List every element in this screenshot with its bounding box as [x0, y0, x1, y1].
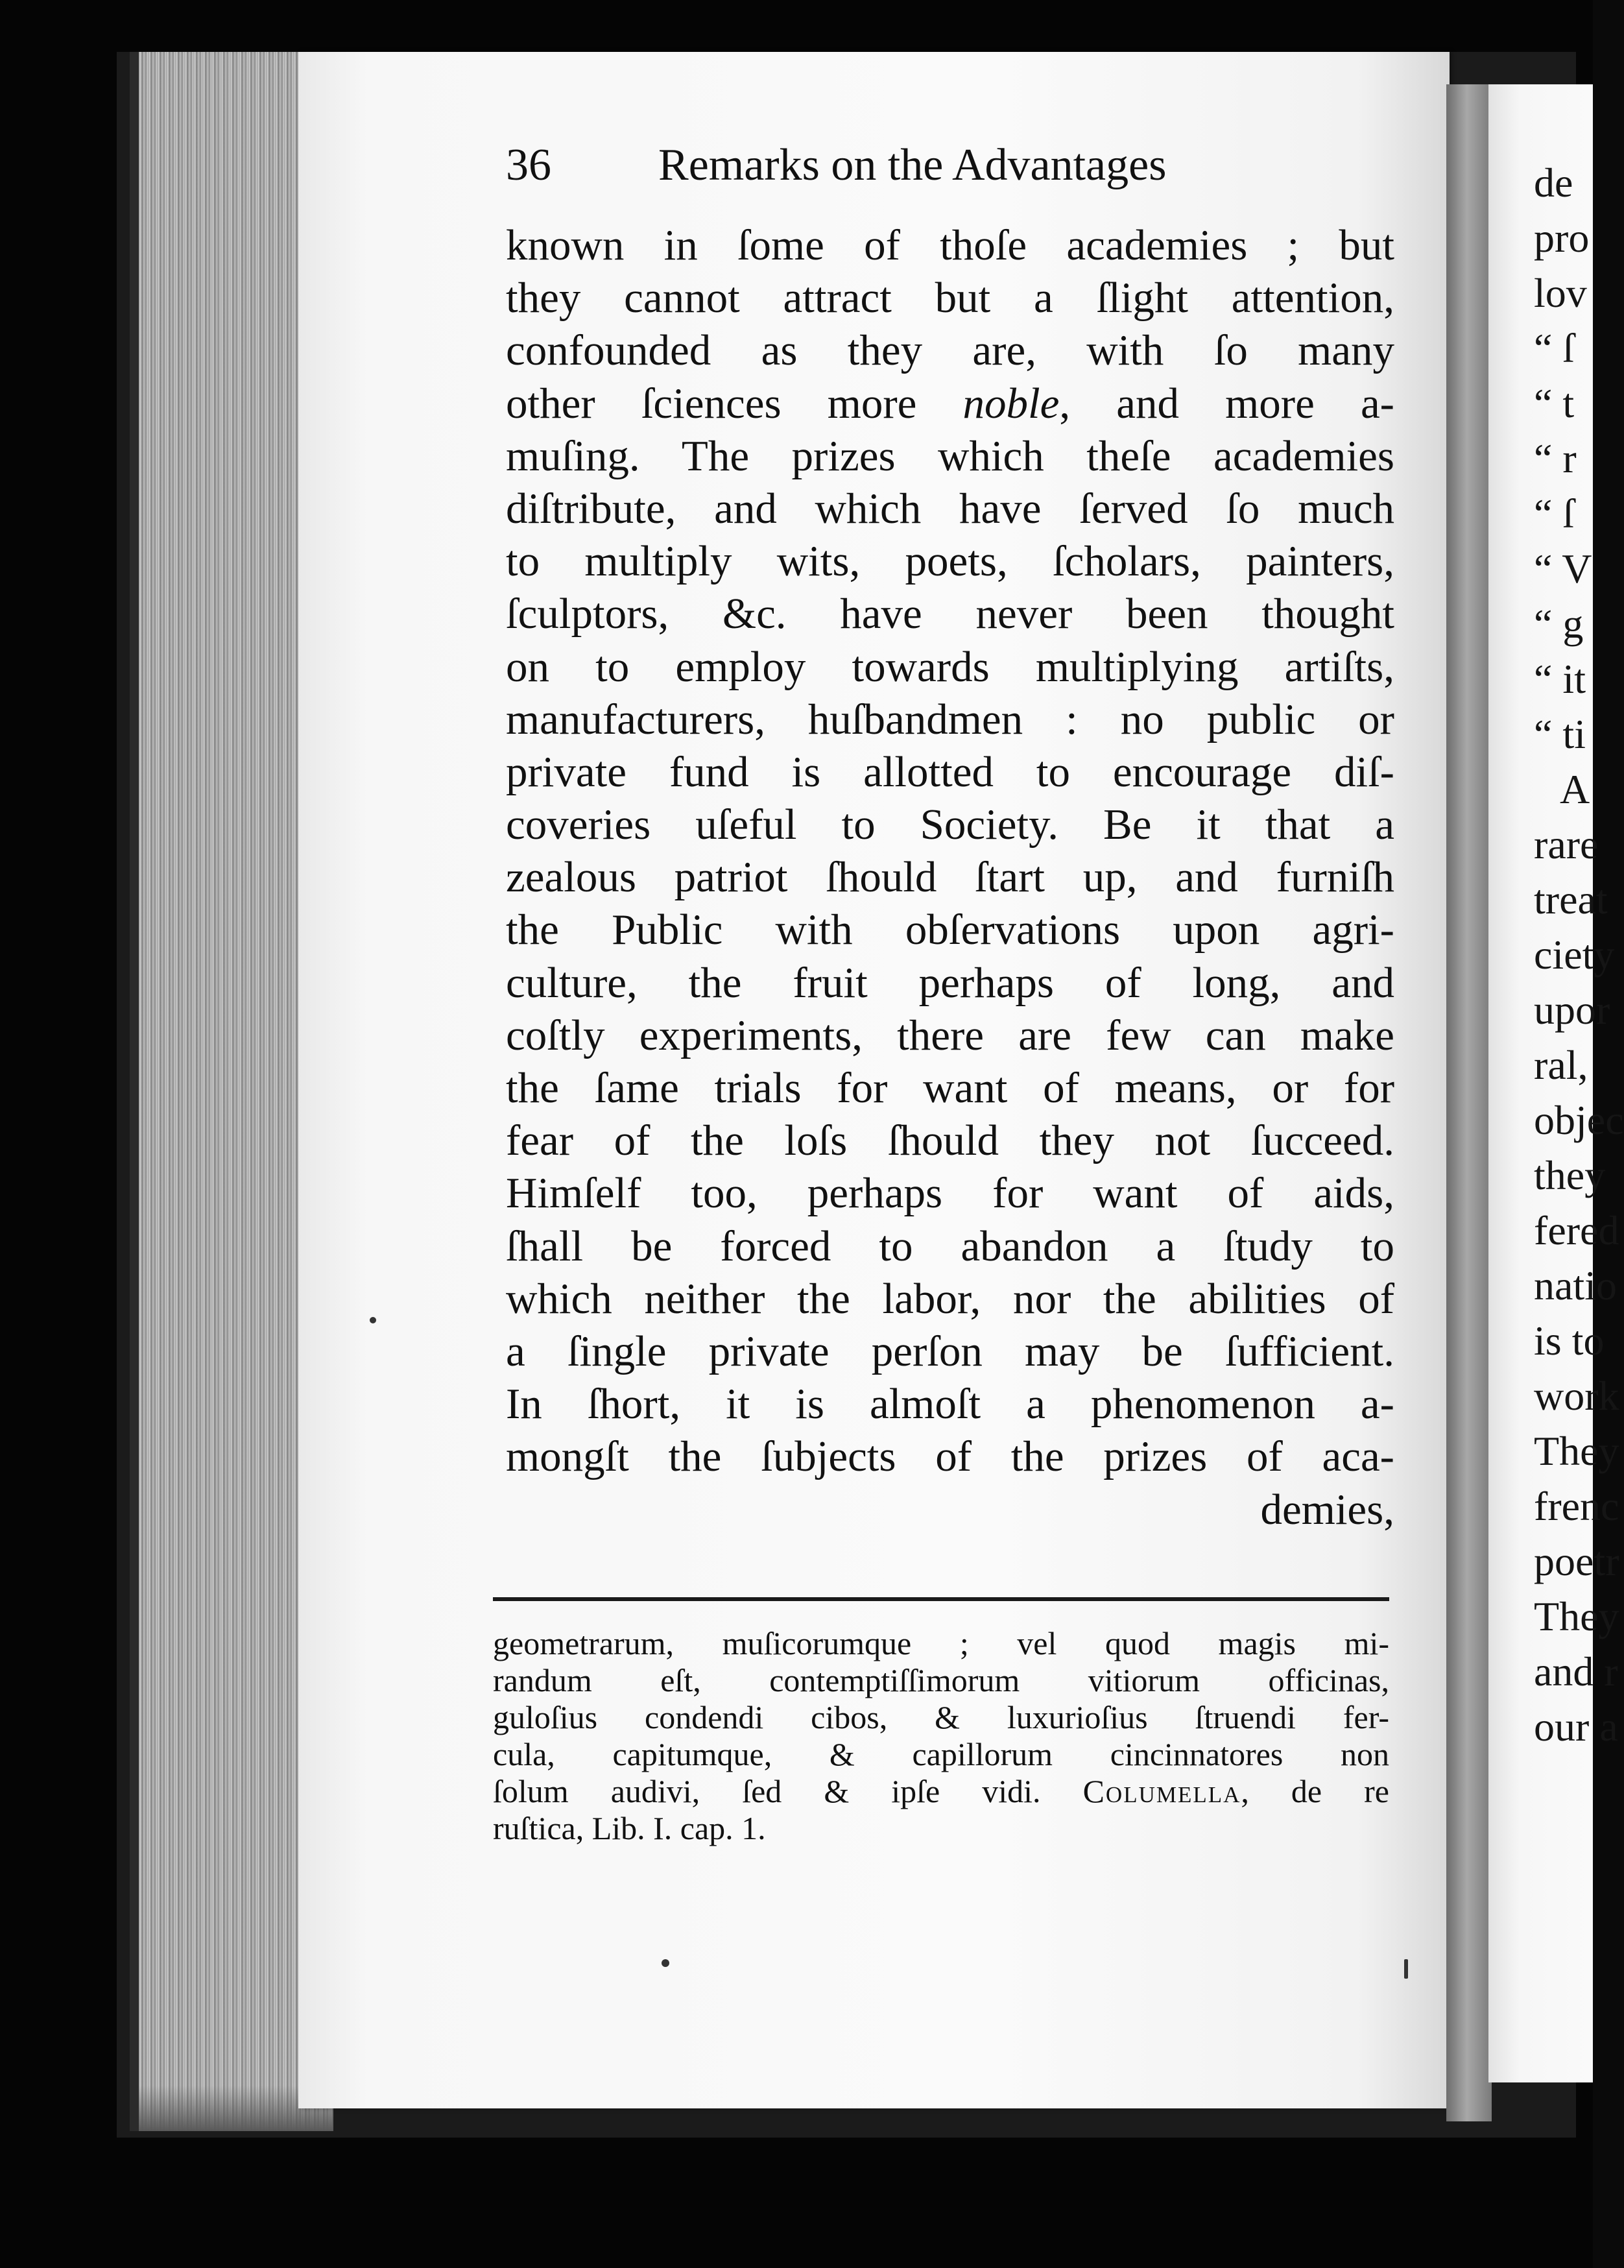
facing-page-fragment: ciety [1534, 932, 1615, 978]
facing-page-fragment: “ ti [1534, 711, 1586, 757]
body-line: they cannot attract but a ſlight attention, [506, 274, 1394, 322]
facing-page [1488, 84, 1624, 2082]
footnote-line: geometrarum, muſicorumque ; vel quod magis mi- [493, 1625, 1389, 1661]
facing-page-fragment: upor [1534, 987, 1610, 1033]
paper-speck [662, 1959, 669, 1967]
body-line: Himſelf too, perhaps for want of aids, [506, 1169, 1394, 1218]
facing-page-fragment: “ g [1534, 601, 1584, 647]
facing-page-fragment: natio [1534, 1262, 1617, 1309]
facing-page-fragment: “ it [1534, 656, 1586, 702]
body-line: other ſciences more noble, and more a- [506, 379, 1394, 428]
body-line: known in ſome of thoſe academies ; but [506, 221, 1394, 269]
running-title: Remarks on the Advantages [658, 140, 1167, 190]
footnote [493, 1625, 1389, 1847]
footnote-rule [493, 1597, 1389, 1601]
body-line: zealous patriot ſhould ſtart up, and furniſh [506, 853, 1394, 902]
body-line: culture, the fruit perhaps of long, and [506, 958, 1394, 1007]
body-line: fear of the loſs ſhould they not ſucceed. [506, 1116, 1394, 1165]
facing-page-fragment: fered [1534, 1207, 1619, 1253]
facing-page-fragment: They [1534, 1428, 1619, 1474]
facing-page-fragment: de [1534, 160, 1573, 206]
body-line: ſhall be forced to abandon a ſtudy to [506, 1222, 1394, 1270]
facing-page-fragment: and r [1534, 1648, 1618, 1695]
body-line: manufacturers, huſbandmen : no public or [506, 695, 1394, 743]
body-line: coſtly experiments, there are few can make [506, 1011, 1394, 1059]
facing-page-fragment: poetr [1534, 1538, 1619, 1584]
facing-page-fragment: “ r [1534, 435, 1577, 481]
body-line: coveries uſeful to Society. Be it that a [506, 801, 1394, 849]
facing-page-fragment: “ V [1534, 546, 1592, 592]
body-line: to multiply wits, poets, ſcholars, painters, [506, 537, 1394, 586]
footnote-line: ſolum audivi, ſed & ipſe vidi. Columella, de re [493, 1773, 1389, 1809]
body-line: the ſame trials for want of means, or for [506, 1064, 1394, 1112]
body-line: muſing. The prizes which theſe academies [506, 431, 1394, 480]
facing-page-fragment: our a [1534, 1704, 1618, 1750]
footnote-line: cula, capitumque, & capillorum cincinnatores non [493, 1736, 1389, 1772]
body-line: the Public with obſervations upon agri- [506, 906, 1394, 954]
facing-page-fragment: treat [1534, 876, 1608, 923]
facing-page-fragment: lov [1534, 270, 1587, 316]
facing-page-fragment: they [1534, 1152, 1606, 1198]
facing-page-fragment: rare [1534, 821, 1599, 867]
page-number: 36 [506, 140, 551, 190]
catchword: demies, [1260, 1485, 1394, 1534]
body-line: mongſt the ſubjects of the prizes of aca- [506, 1432, 1394, 1481]
footnote-line: ruſtica, Lib. I. cap. 1. [493, 1810, 766, 1846]
body-line: ſculptors, &c. have never been thought [506, 590, 1394, 638]
body-line: which neither the labor, nor the abilities of [506, 1274, 1394, 1323]
facing-page-fragment: “ t [1534, 380, 1575, 426]
body-line: private fund is allotted to encourage diſ- [506, 747, 1394, 796]
facing-page-fragment: They [1534, 1593, 1619, 1639]
facing-page-fragment: is to [1534, 1318, 1605, 1364]
footnote-line: randum eſt, contemptiſſimorum vitiorum officinas, [493, 1662, 1389, 1698]
paper-speck [1404, 1959, 1408, 1979]
facing-page-fragment: work [1534, 1373, 1619, 1419]
body-line: confounded as they are, with ſo many [506, 326, 1394, 375]
facing-page-fragment: frenc [1534, 1483, 1619, 1529]
body-line: on to employ towards multiplying artiſts, [506, 642, 1394, 691]
facing-page-fragment: pro [1534, 215, 1590, 261]
facing-page-fragment: ral, [1534, 1042, 1588, 1088]
paper-speck [370, 1317, 376, 1323]
facing-page-fragment: “ ſ [1534, 325, 1575, 371]
body-line: In ſhort, it is almoſt a phenomenon a- [506, 1380, 1394, 1429]
facing-page-fragment: A [1560, 766, 1590, 812]
body-line: diſtribute, and which have ſerved ſo much [506, 484, 1394, 533]
facing-page-fragment: objec [1534, 1097, 1624, 1143]
body-text [506, 219, 1394, 1536]
facing-page-fragment: “ ſ [1534, 490, 1575, 537]
book-gutter [1446, 84, 1492, 2121]
body-line: a ſingle private perſon may be ſufficient. [506, 1327, 1394, 1375]
footnote-line: guloſius condendi cibos, & luxurioſius ſtruendi fer- [493, 1699, 1389, 1735]
